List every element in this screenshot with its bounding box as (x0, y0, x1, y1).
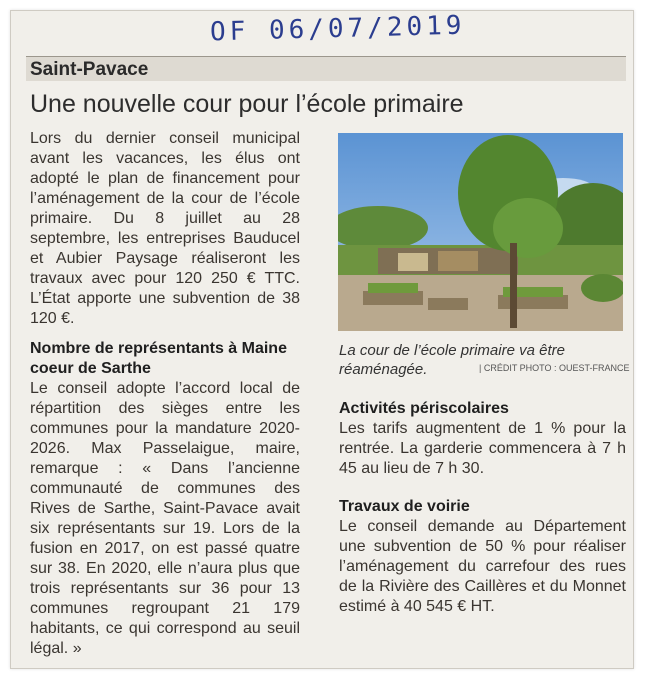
representatives-heading: Nombre de représentants à Maine coeur de Sarthe (30, 340, 287, 377)
section-header (26, 56, 626, 81)
periscolaires-body: Les tarifs augmentent de 1 % pour la rentrée. La garderie commencera à 7 h 45 au lieu de 7 h 30. (339, 420, 626, 477)
periscolaires-heading: Activités périscolaires (339, 400, 509, 417)
voirie-heading: Travaux de voirie (339, 498, 470, 515)
section-label: Saint-Pavace (30, 59, 149, 80)
representatives-body: Le conseil adopte l’accord local de répartition des sièges entre les communes pour la mandature 2020-2026. Max Passelaigue, maire, remarque : « Dans l’ancienne communauté de communes des Rives de Sarthe, Saint-Pavace avait six représentants sur 19. Lors de la fusion en 2017, on est passé quatre sur 38. En 2020, elle n’aura plus que trois représentants sur 36 pour 13 communes regroupant 21 179 habitants, ce qui correspond au seuil légal. » (30, 380, 300, 657)
photo-caption (339, 341, 629, 379)
right-column (339, 399, 626, 617)
intro-paragraph: Lors du dernier conseil municipal avant les vacances, les élus ont adopté le plan de financement pour l’aménagement de la cour de l’école primaire. Du 8 juillet au 28 septembre, les entreprises Bauducel et Aubier Paysage réaliseront les travaux avec pour 120 250 € TTC. L’État apporte une subvention de 38 120 €. (30, 130, 300, 327)
caption-text: La cour de l’école primaire va être réaménagée. (339, 342, 565, 378)
schoolyard-photo (338, 133, 623, 331)
left-column (30, 129, 300, 659)
voirie-body: Le conseil demande au Département une subvention de 50 % pour réaliser l’aménagement du carrefour des rues de la Rivière des Caillères et du Monnet estimé à 40 545 € HT. (339, 518, 626, 615)
date-stamp: OF 06/07/2019 (209, 10, 466, 48)
article-headline: Une nouvelle cour pour l’école primaire (30, 90, 464, 118)
photo-credit: | CRÉDIT PHOTO : OUEST-FRANCE (479, 363, 630, 373)
